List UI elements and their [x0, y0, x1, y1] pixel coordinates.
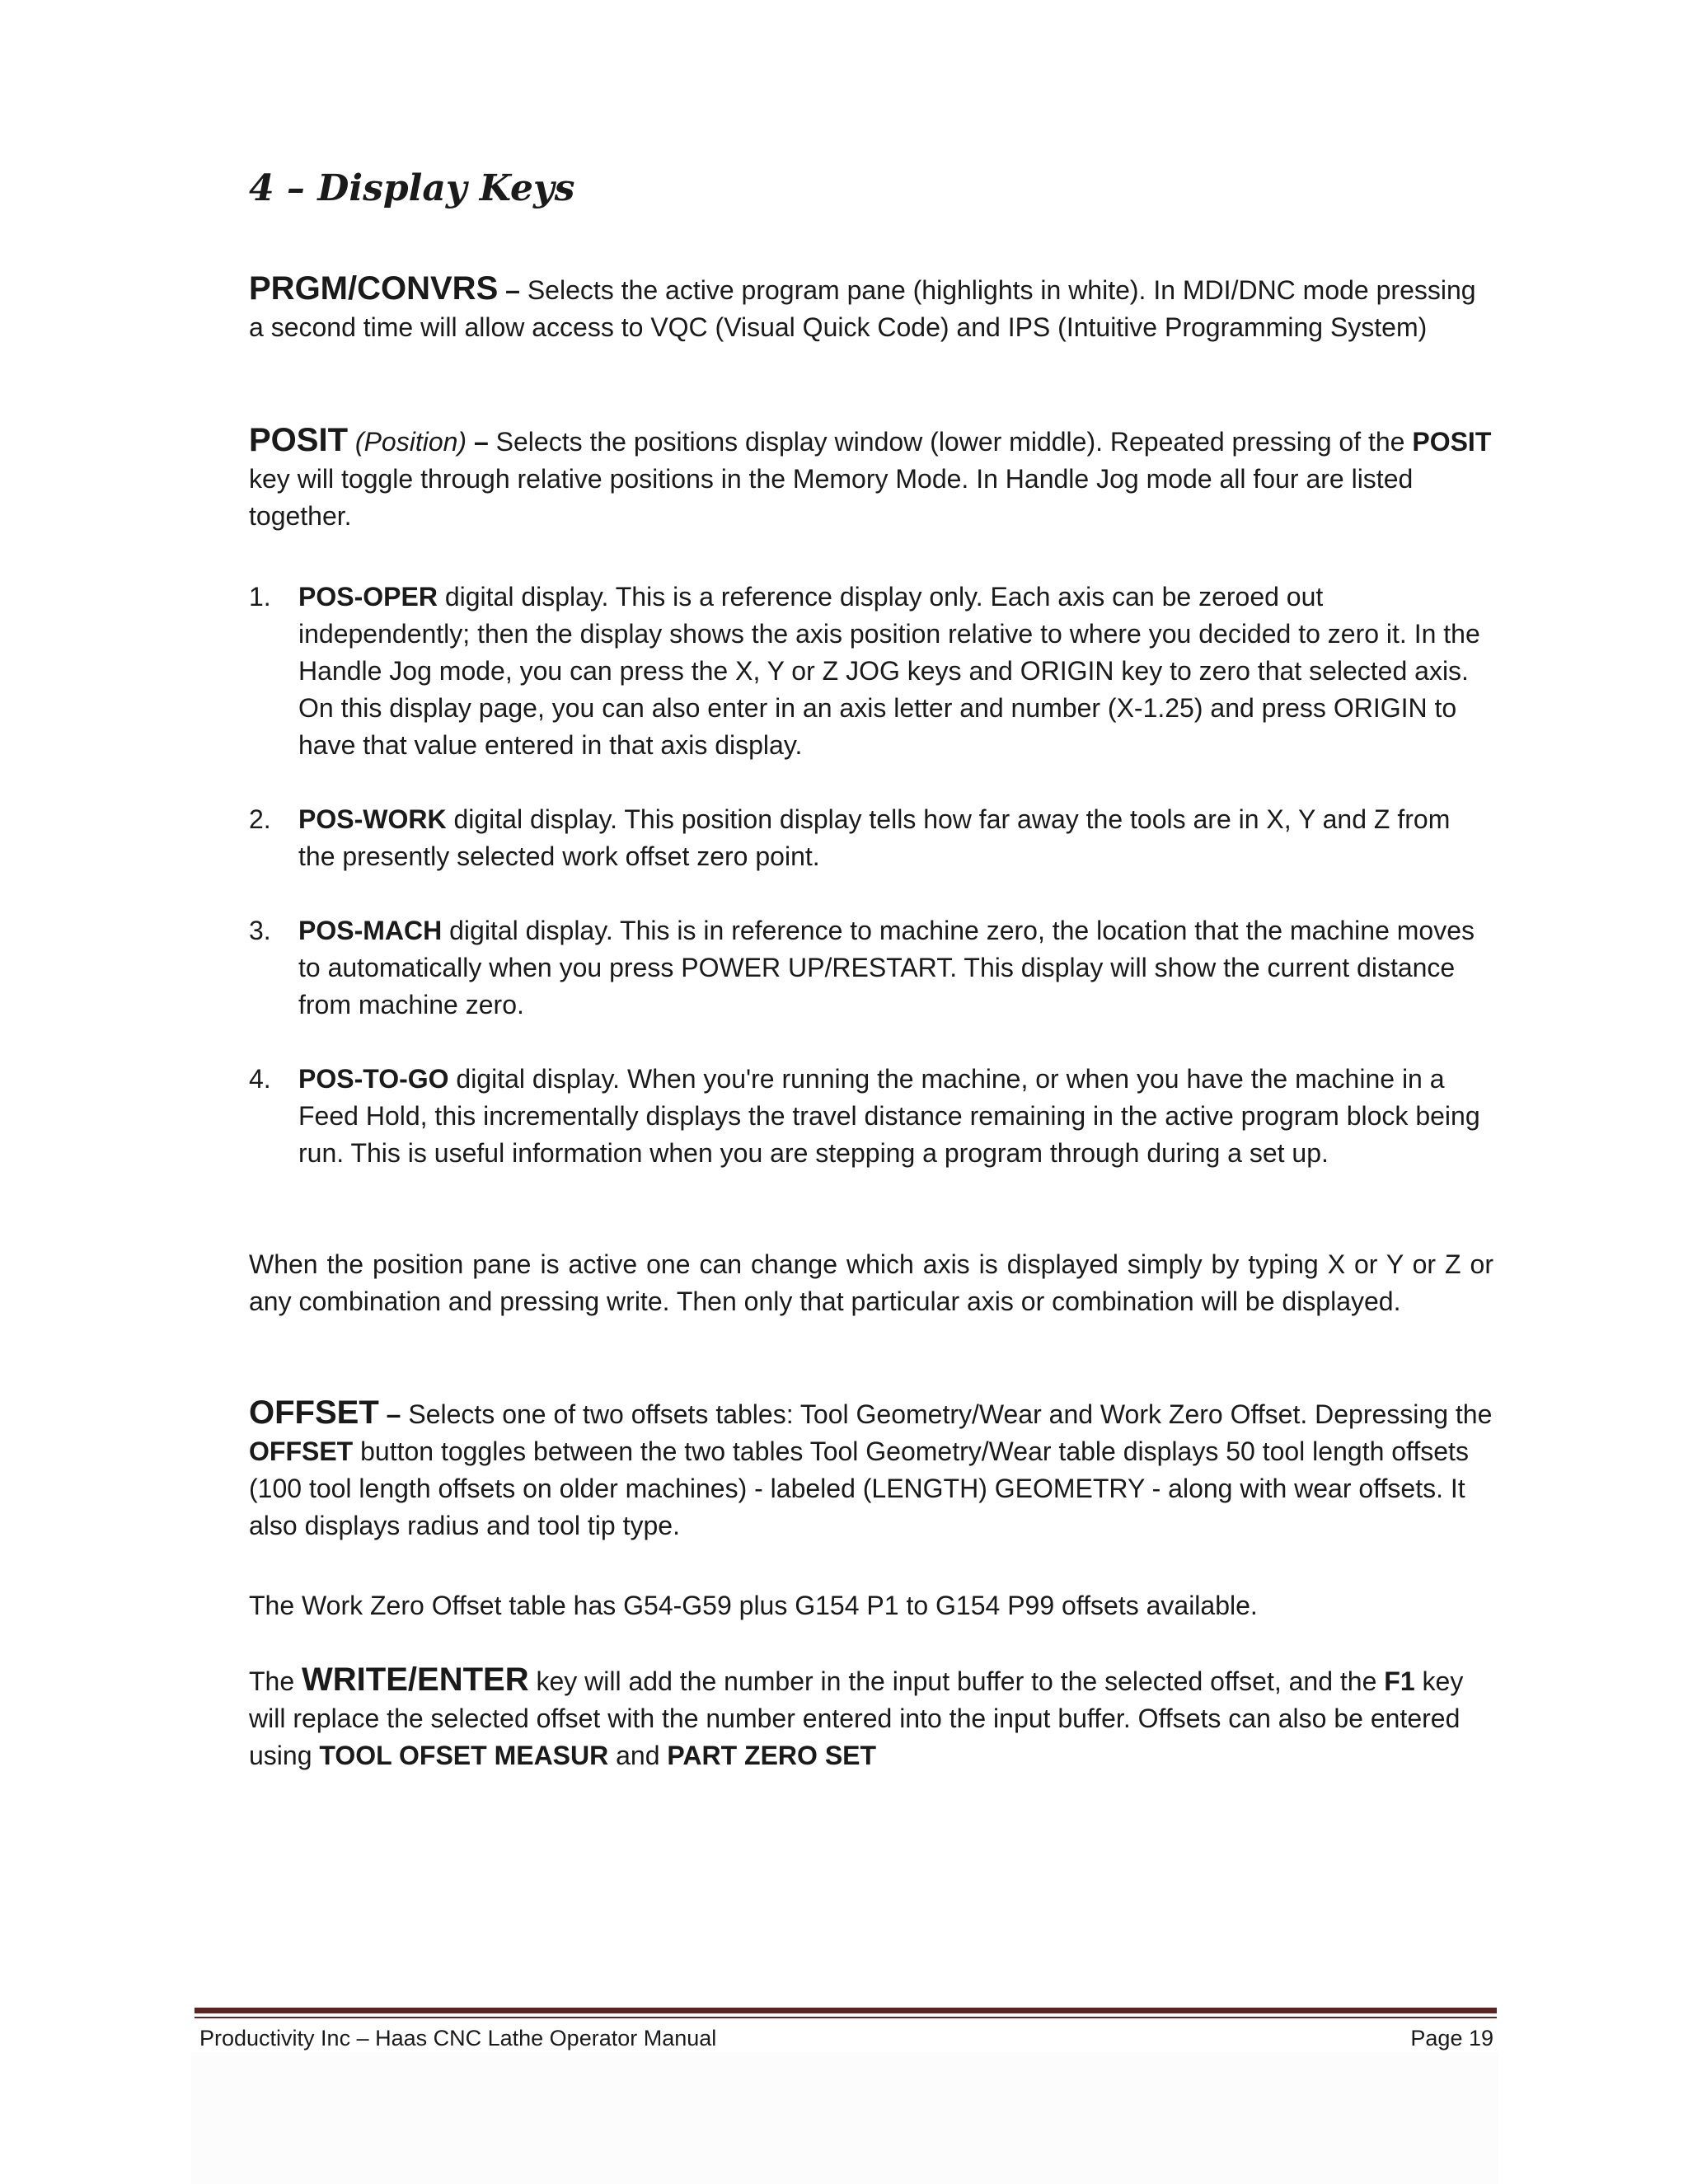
pos-work-text: digital display. This position display tells how far away the tools are in X, Y and Z from the presently selected work offset zero point. — [298, 804, 1451, 871]
offset-dash: – — [378, 1399, 409, 1429]
offset-description-1: Selects one of two offsets tables: Tool Geometry/Wear and Work Zero Offset. Depressing the — [408, 1399, 1493, 1429]
write-text-1: key will add the number in the input buffer to the selected offset, and the — [528, 1666, 1385, 1696]
list-item-pos-to-go — [249, 1061, 1493, 1172]
write-text-2: key will replace the selected offset with the number entered into the input buffer. Offsets can also be entered using — [249, 1666, 1464, 1770]
footer-rule-thin — [195, 2017, 1497, 2018]
offset-key: OFFSET — [249, 1394, 379, 1431]
footer-rule — [195, 2008, 1497, 2013]
write-text-3: and — [608, 1741, 668, 1770]
list-item-pos-oper — [249, 579, 1493, 764]
posit-dash: – — [467, 427, 496, 457]
pos-mach-key: POS-MACH — [298, 916, 443, 945]
prgm-convrs-key: PRGM/CONVRS — [249, 270, 499, 307]
pos-oper-text: digital display. This is a reference display only. Each axis can be zeroed out independently; then the display shows the axis position relative to where you decided to zero it. In the Handle Jog mode, you can press the X, Y or Z JOG keys and ORIGIN key to zero that selected axis. On this display page, you can also enter in an axis letter and number (X-1.25) and press ORIGIN to have that value entered in that axis display. — [298, 582, 1480, 760]
posit-paragraph — [249, 422, 1493, 535]
posit-key-inline: POSIT — [1412, 427, 1492, 457]
prgm-convrs-paragraph — [249, 270, 1493, 346]
footer-area — [191, 2052, 1498, 2184]
offset-key-inline: OFFSET — [249, 1436, 354, 1466]
part-zero-set-key: PART ZERO SET — [667, 1741, 877, 1770]
offset-paragraph — [249, 1394, 1493, 1544]
work-zero-paragraph: The Work Zero Offset table has G54-G59 plus G154 P1 to G154 P99 offsets available. — [249, 1591, 1258, 1620]
posit-description-1: Selects the positions display window (lower middle). Repeated pressing of the — [495, 427, 1413, 457]
prgm-dash: – — [498, 275, 528, 305]
pos-to-go-text: digital display. When you're running the machine, or when you have the machine in a Feed Hold, this incrementally displays the travel distance remaining in the active program block being run. This is useful information when you are stepping a program through during a set up. — [298, 1064, 1480, 1168]
footer-manual-title: Productivity Inc – Haas CNC Lathe Operator Manual — [199, 2026, 717, 2050]
list-item-pos-mach — [249, 912, 1493, 1024]
offset-description-2: button toggles between the two tables Tool Geometry/Wear table displays 50 tool length offsets (100 tool length offsets on older machines) - labeled (LENGTH) GEOMETRY - along with wear offsets. It also displays radius and tool tip type. — [249, 1436, 1469, 1540]
list-number: 4. — [249, 1064, 271, 1094]
pos-work-key: POS-WORK — [298, 804, 447, 834]
pos-to-go-key: POS-TO-GO — [298, 1064, 449, 1094]
pos-oper-key: POS-OPER — [298, 582, 438, 612]
prgm-description: Selects the active program pane (highlights in white). In MDI/DNC mode pressing a second time will allow access to VQC (Visual Quick Code) and IPS (Intuitive Programming System) — [249, 275, 1476, 342]
posit-paren: (Position) — [354, 427, 467, 457]
axis-display-paragraph: When the position pane is active one can change which axis is displayed simply by typing X or Y or Z or any combination and pressing write. Then only that particular axis or combination will be displayed. — [249, 1249, 1493, 1316]
posit-description-2: key will toggle through relative positions in the Memory Mode. In Handle Jog mode all four are listed together. — [249, 464, 1414, 531]
list-number: 1. — [249, 582, 271, 612]
tool-ofset-measur-key: TOOL OFSET MEASUR — [319, 1741, 609, 1770]
list-number: 3. — [249, 916, 271, 945]
f1-key: F1 — [1384, 1666, 1415, 1696]
pos-mach-text: digital display. This is in reference to machine zero, the location that the machine moves to automatically when you press POWER UP/RESTART. This display will show the current distance from machine zero. — [298, 916, 1475, 1019]
write-text-0: The — [249, 1666, 302, 1696]
footer-page-number: Page 19 — [1410, 2026, 1493, 2050]
posit-key: POSIT — [249, 422, 349, 458]
section-title: 4 – Display Keys — [249, 167, 575, 209]
write-enter-key: WRITE/ENTER — [302, 1661, 529, 1698]
list-item-pos-work — [249, 801, 1493, 875]
write-enter-paragraph — [249, 1661, 1493, 1774]
list-number: 2. — [249, 804, 271, 834]
